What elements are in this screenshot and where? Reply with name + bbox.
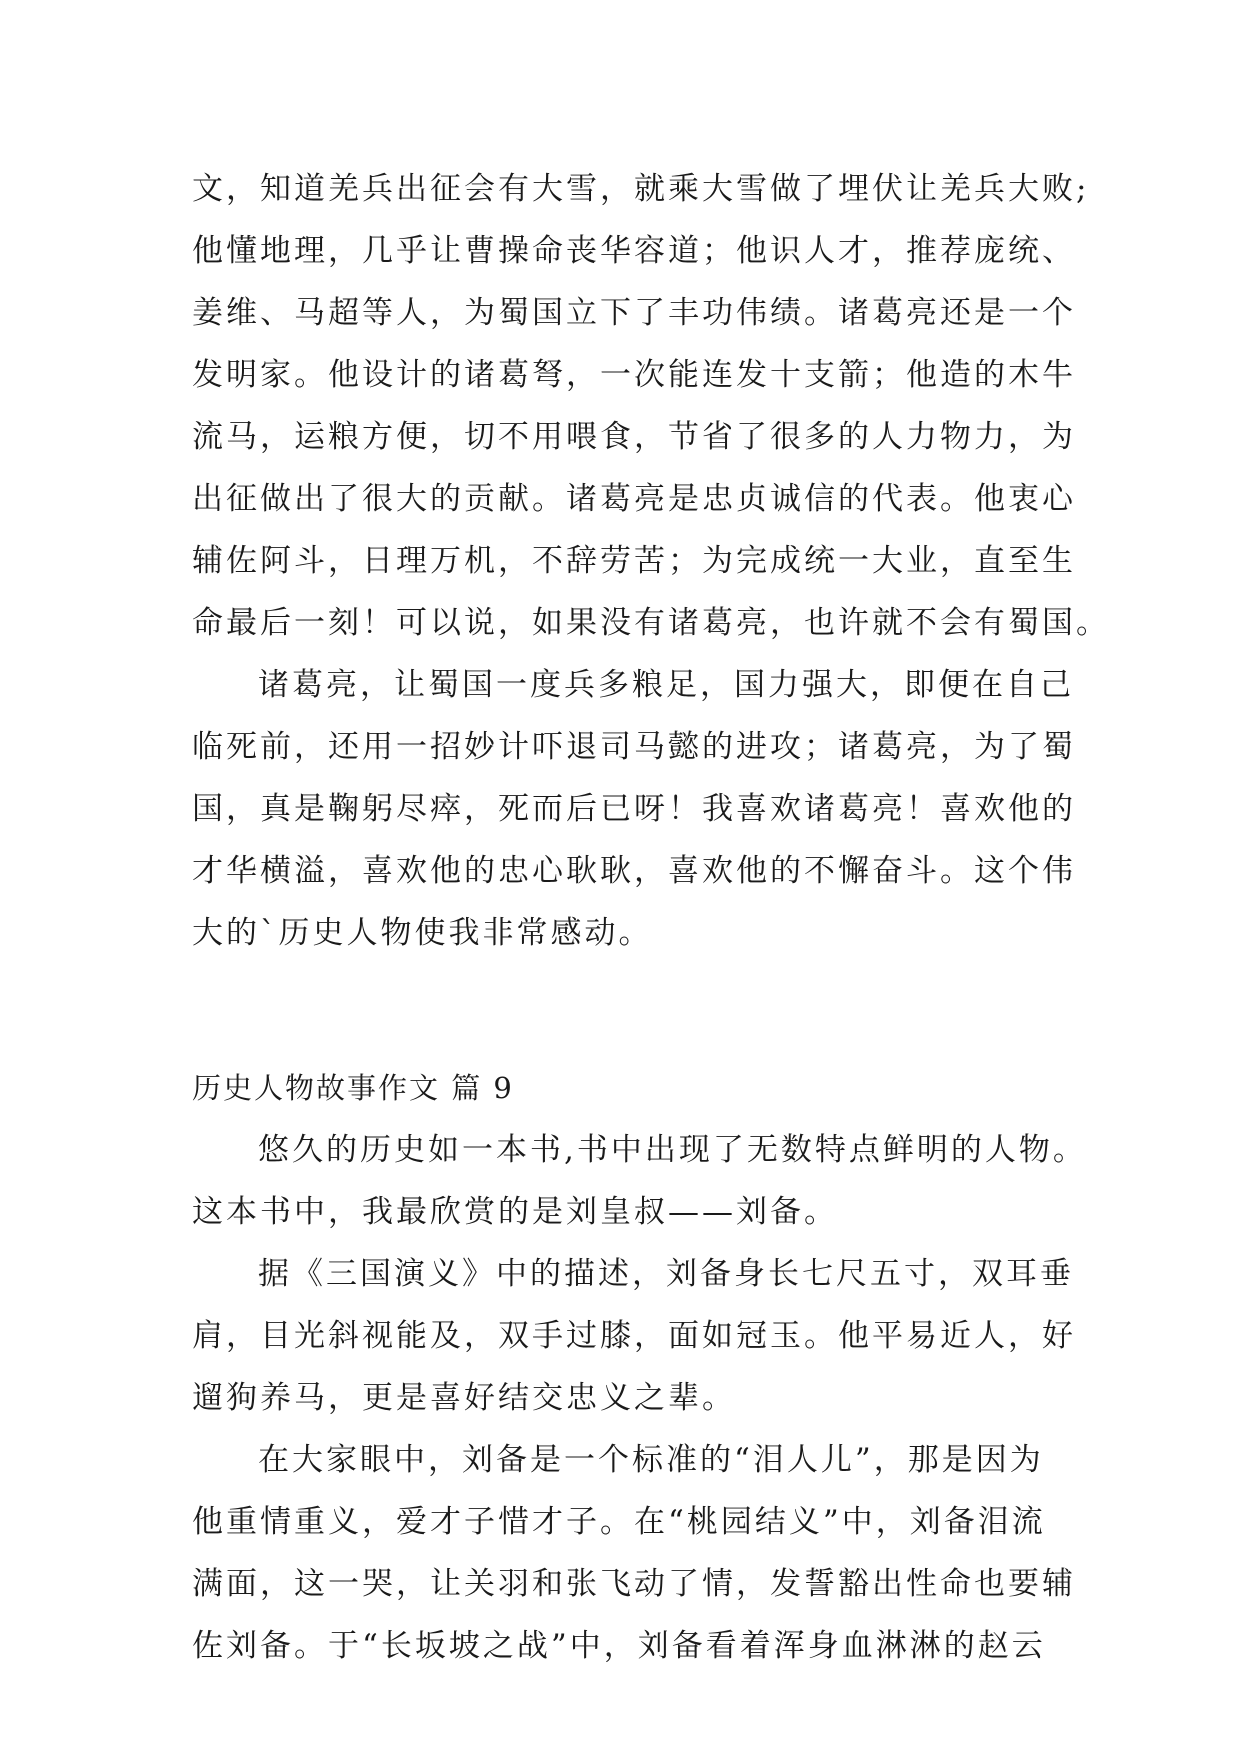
text-line: 大的`历史人物使我非常感动。	[192, 915, 653, 951]
text-line: 这本书中，我最欣赏的是刘皇叔——刘备。	[192, 1194, 838, 1230]
text-line: 诸葛亮，让蜀国一度兵多粮足，国力强大，即便在自己	[258, 667, 1074, 703]
text-line: 悠久的历史如一本书,书中出现了无数特点鲜明的人物。	[258, 1132, 1087, 1168]
text-line: 在大家眼中，刘备是一个标准的“泪人儿”，那是因为	[258, 1442, 1044, 1478]
text-line: 才华横溢，喜欢他的忠心耿耿，喜欢他的不懈奋斗。这个伟	[192, 853, 1076, 889]
document-body	[192, 158, 1110, 1677]
section-gap	[192, 964, 1072, 1057]
text-line: 命最后一刻！可以说，如果没有诸葛亮，也许就不会有蜀国。	[192, 605, 1110, 641]
paragraph-character	[192, 1429, 1076, 1677]
text-line: 流马，运粮方便，切不用喂食，节省了很多的人力物力，为	[192, 419, 1076, 455]
paragraph-zhuge-continued	[192, 158, 1110, 654]
text-line: 据《三国演义》中的描述，刘备身长七尺五寸，双耳垂	[258, 1256, 1074, 1292]
text-line: 发明家。他设计的诸葛弩，一次能连发十支箭；他造的木牛	[192, 357, 1076, 393]
text-line: 国，真是鞠躬尽瘁，死而后已呀！我喜欢诸葛亮！喜欢他的	[192, 791, 1076, 827]
section-heading: 历史人物故事作文 篇 9	[192, 1071, 514, 1105]
text-line: 他懂地理，几乎让曹操命丧华容道；他识人才，推荐庞统、	[192, 233, 1076, 269]
text-line: 姜维、马超等人，为蜀国立下了丰功伟绩。诸葛亮还是一个	[192, 295, 1076, 331]
paragraph-description	[192, 1243, 1076, 1429]
paragraph-zhuge-conclusion	[192, 654, 1076, 964]
text-line: 佐刘备。于“长坂坡之战”中，刘备看着浑身血淋淋的赵云	[192, 1628, 1046, 1664]
text-line: 文，知道羌兵出征会有大雪，就乘大雪做了埋伏让羌兵大败;	[192, 171, 1090, 207]
text-line: 肩，目光斜视能及，双手过膝，面如冠玉。他平易近人，好	[192, 1318, 1076, 1354]
text-line: 满面，这一哭，让关羽和张飞动了情，发誓豁出性命也要辅	[192, 1566, 1076, 1602]
text-line: 遛狗养马，更是喜好结交忠义之辈。	[192, 1380, 736, 1416]
paragraph-intro	[192, 1119, 1087, 1243]
text-line: 辅佐阿斗，日理万机，不辞劳苦；为完成统一大业，直至生	[192, 543, 1076, 579]
text-line: 出征做出了很大的贡献。诸葛亮是忠贞诚信的代表。他衷心	[192, 481, 1076, 517]
text-line: 他重情重义，爱才子惜才子。在“桃园结义”中，刘备泪流	[192, 1504, 1046, 1540]
text-line: 临死前，还用一招妙计吓退司马懿的进攻；诸葛亮，为了蜀	[192, 729, 1076, 765]
